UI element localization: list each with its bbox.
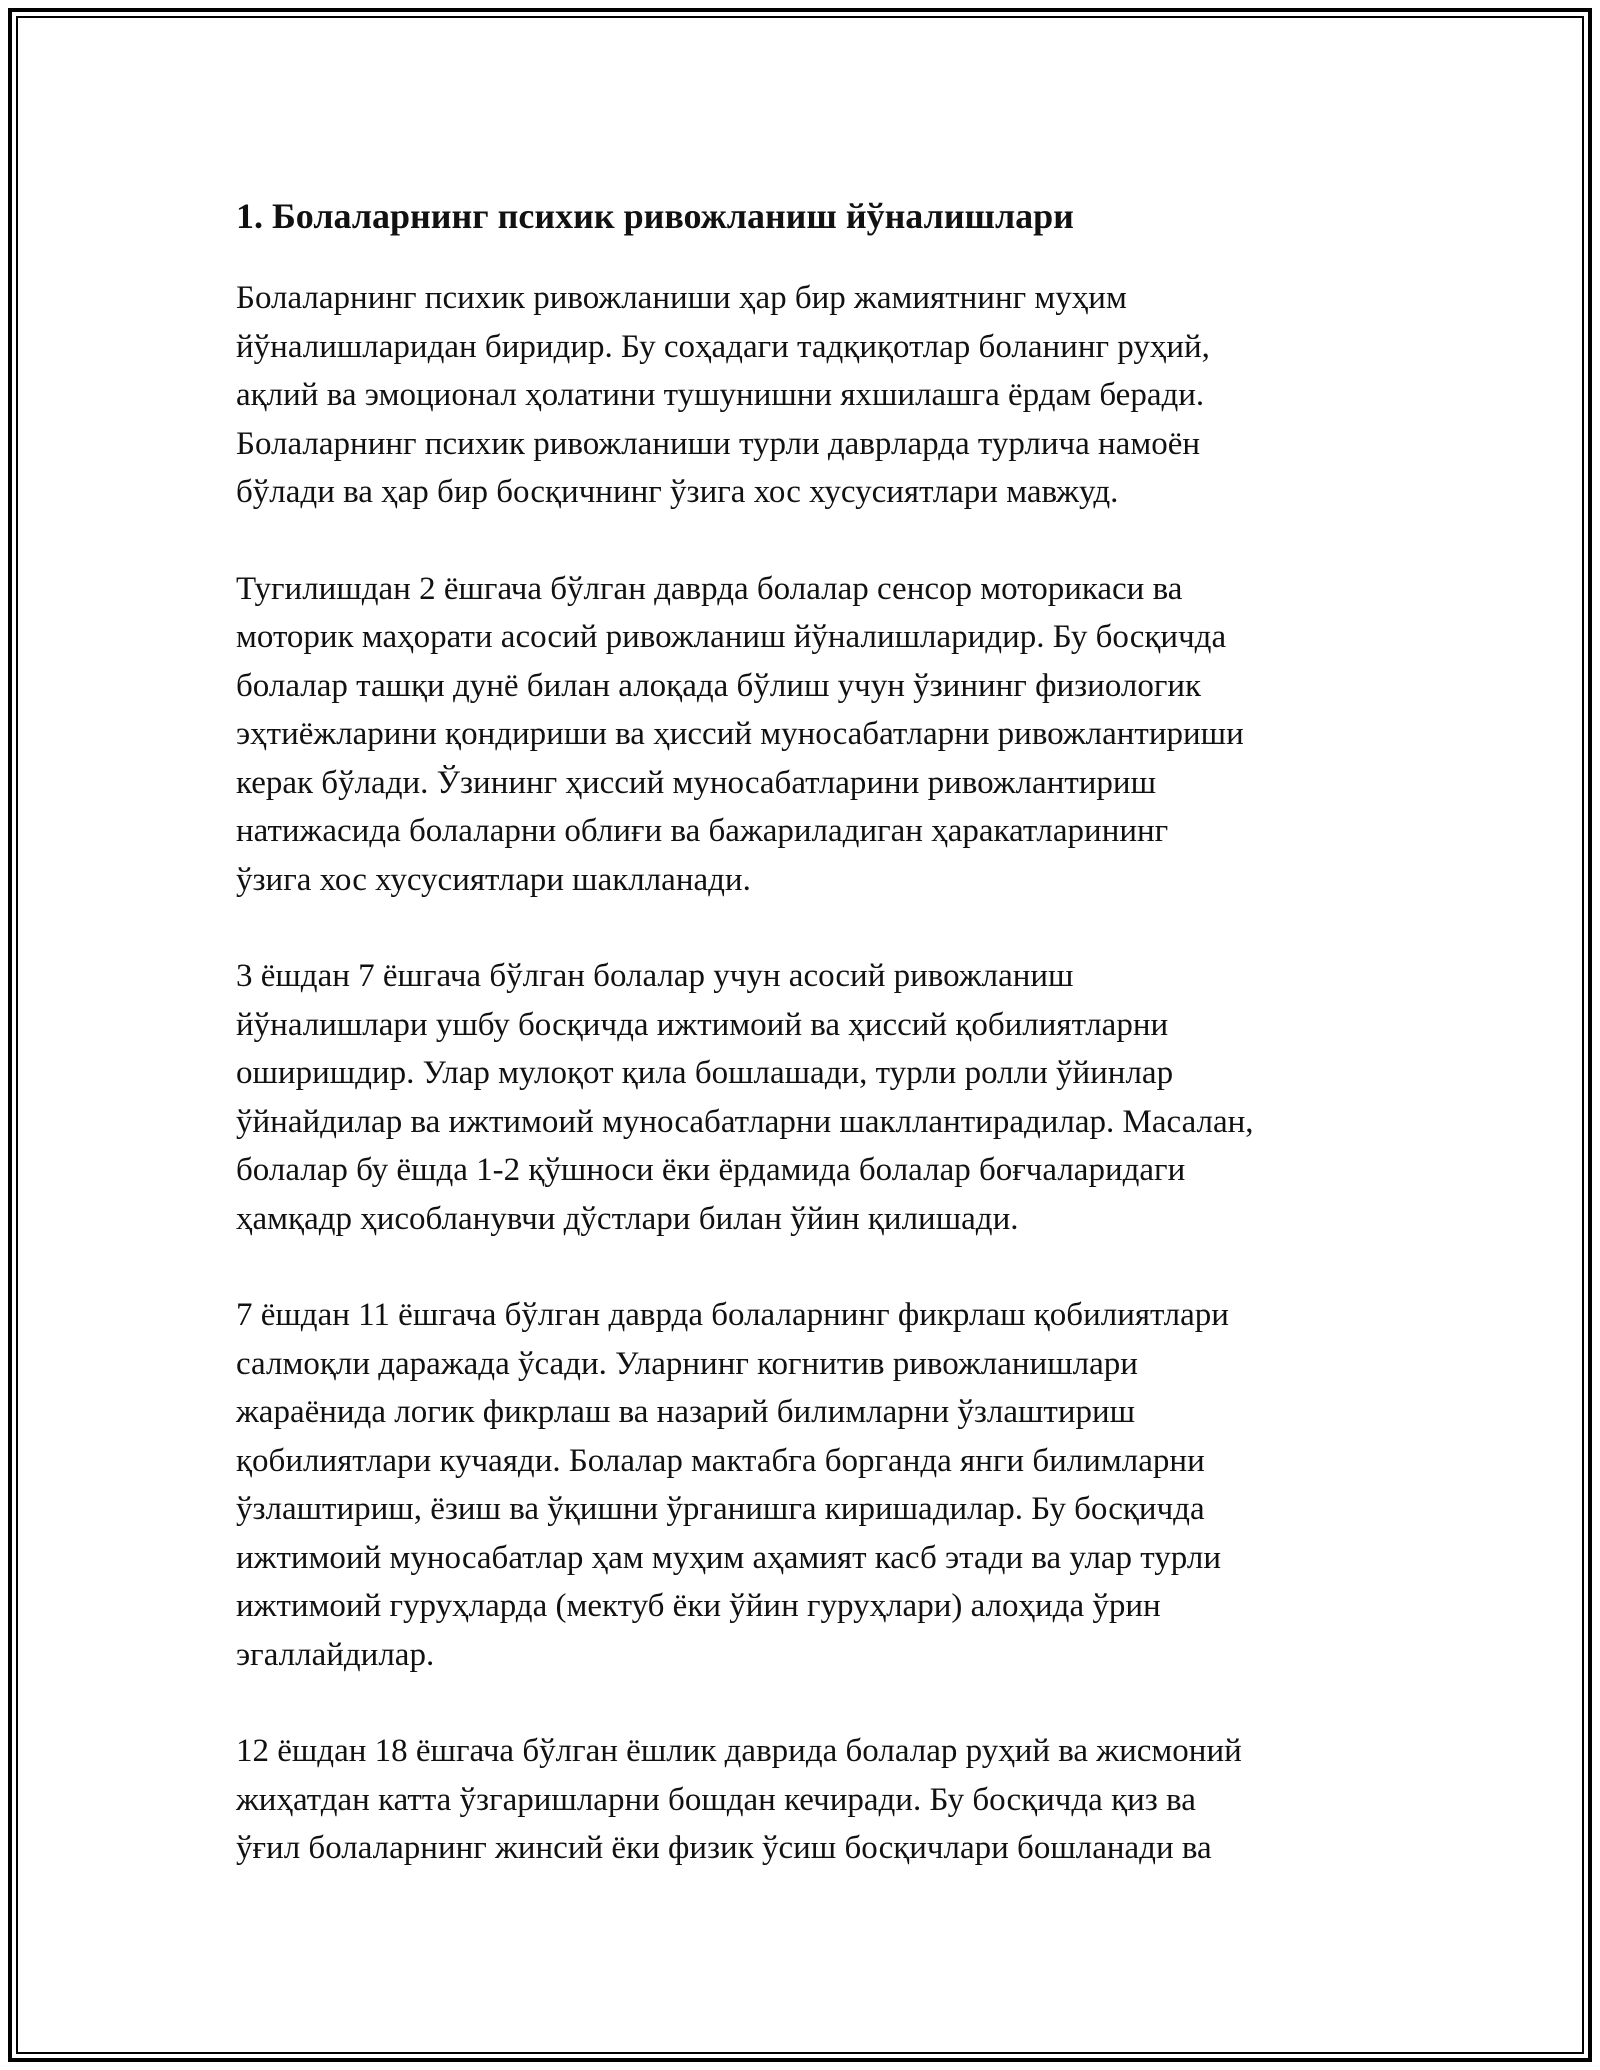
paragraph-line: ҳамқадр ҳисобланувчи дўстлари билан ўйин қилишади. bbox=[236, 1200, 1019, 1237]
paragraph-line: 12 ёшдан 18 ёшгача бўлган ёшлик даврида болалар руҳий ва жисмоний bbox=[236, 1733, 1242, 1769]
paragraph-line: моторик маҳорати асосий ривожланиш йўналишларидир. Бу босқичда bbox=[236, 619, 1227, 655]
paragraph-line: ўзига хос хусусиятлари шаклланади. bbox=[236, 861, 751, 898]
paragraph-line: йўналишлари ушбу босқичда ижтимоий ва ҳиссий қобилиятларни bbox=[236, 1006, 1169, 1043]
paragraph-line: 3 ёшдан 7 ёшгача бўлган болалар учун асосий ривожланиш bbox=[236, 958, 1074, 994]
paragraph-line: йўналишларидан биридир. Бу соҳадаги тадқиқотлар боланинг руҳий, bbox=[236, 328, 1210, 365]
paragraph bbox=[236, 565, 1376, 905]
paragraph bbox=[236, 1727, 1376, 1873]
paragraph-line: ижтимоий муносабатлар ҳам муҳим аҳамият касб этади ва улар турли bbox=[236, 1539, 1221, 1576]
paragraph-line: Болаларнинг психик ривожланиши ҳар бир жамиятнинг муҳим bbox=[236, 280, 1127, 316]
paragraph-line: жараёнида логик фикрлаш ва назарий билимларни ўзлаштириш bbox=[236, 1394, 1136, 1430]
paragraph-line: ўзлаштириш, ёзиш ва ўқишни ўрганишга киришадилар. Бу босқичда bbox=[236, 1491, 1205, 1527]
paragraph bbox=[236, 952, 1376, 1243]
paragraph-line: ижтимоий гуруҳларда (мектуб ёки ўйин гуруҳлари) алоҳида ўрин bbox=[236, 1588, 1161, 1624]
paragraph-line: Болаларнинг психик ривожланиши турли даврларда турлича намоён bbox=[236, 425, 1201, 462]
paragraph bbox=[236, 1291, 1376, 1679]
paragraph-line: салмоқли даражада ўсади. Уларнинг когнитив ривожланишлари bbox=[236, 1345, 1138, 1382]
paragraph-line: оширишдир. Улар мулоқот қила бошлашади, турли ролли ўйинлар bbox=[236, 1055, 1174, 1091]
paragraph-list bbox=[236, 274, 1376, 1873]
paragraph-line: ўғил болаларнинг жинсий ёки физик ўсиш босқичлари бошланади ва bbox=[236, 1830, 1212, 1866]
paragraph-line: эҳтиёжларини қондириши ва ҳиссий муносабатларни ривожлантириши bbox=[236, 716, 1244, 752]
paragraph-line: қобилиятлари кучаяди. Болалар мактабга борганда янги билимларни bbox=[236, 1442, 1205, 1479]
paragraph-line: керак бўлади. Ўзининг ҳиссий муносабатларини ривожлантириш bbox=[236, 764, 1157, 801]
paragraph-line: эгаллайдилар. bbox=[236, 1636, 435, 1673]
paragraph-line: ақлий ва эмоционал ҳолатини тушунишни яхшилашга ёрдам беради. bbox=[236, 377, 1205, 413]
paragraph-line: ўйнайдилар ва ижтимоий муносабатларни шакллантирадилар. Масалан, bbox=[236, 1103, 1254, 1140]
paragraph-line: болалар бу ёшда 1-2 қўшноси ёки ёрдамида болалар боғчаларидаги bbox=[236, 1152, 1186, 1188]
paragraph-line: 7 ёшдан 11 ёшгача бўлган даврда болаларнинг фикрлаш қобилиятлари bbox=[236, 1297, 1229, 1333]
document-body bbox=[236, 186, 1376, 1921]
paragraph-line: жиҳатдан катта ўзгаришларни бошдан кечиради. Бу босқичда қиз ва bbox=[236, 1781, 1196, 1818]
paragraph-line: Тугилишдан 2 ёшгача бўлган даврда болалар сенсор моторикаси ва bbox=[236, 570, 1183, 607]
paragraph-line: бўлади ва ҳар бир босқичнинг ўзига хос хусусиятлари мавжуд. bbox=[236, 474, 1119, 510]
paragraph-line: болалар ташқи дунё билан алоқада бўлиш учун ўзининг физиологик bbox=[236, 667, 1202, 704]
section-heading: 1. Болаларнинг психик ривожланиш йўналишлари bbox=[236, 196, 1074, 236]
paragraph bbox=[236, 274, 1376, 517]
paragraph-line: натижасида болаларни облиғи ва бажариладиган ҳаракатларининг bbox=[236, 813, 1169, 849]
